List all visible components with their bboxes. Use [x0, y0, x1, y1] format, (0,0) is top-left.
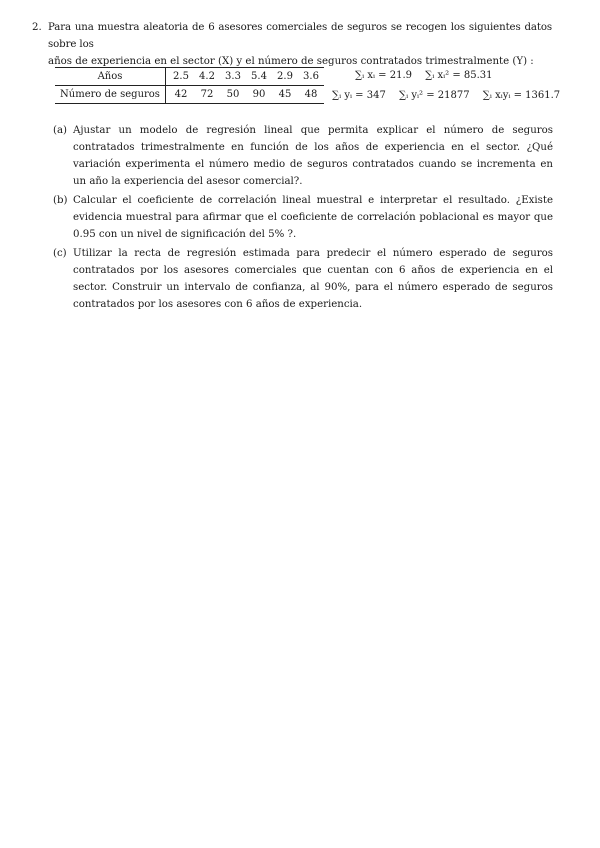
table-cell: 48	[298, 86, 324, 104]
problem-parts	[53, 122, 553, 315]
table-row-policies	[55, 86, 324, 104]
intro-line-2: años de experiencia en el sector (X) y el número de seguros contratados trimestralmente (Y) :	[48, 56, 534, 67]
problem-statement	[32, 19, 552, 70]
table-cell: 2.5	[166, 68, 195, 86]
table-cell: 72	[194, 86, 220, 104]
sums-row-x	[355, 70, 503, 81]
sum-y: ∑ᵢ yᵢ = 347	[332, 90, 386, 101]
part-text: Utilizar la recta de regresión estimada para predecir el número esperado de seguros contratados por los asesores comerciales que cuentan con 6 años de experiencia en el sector. Construir un intervalo de confianza, al 90%, para el número esperado de seguros contratados por los asesores con 6 años de experiencia.	[73, 248, 553, 310]
table-cell: 2.9	[272, 68, 298, 86]
sums-row-y	[332, 90, 570, 101]
table-row-years	[55, 68, 324, 86]
part-text: Calcular el coeficiente de correlación lineal muestral e interpretar el resultado. ¿Existe evidencia muestral para afirmar que el coeficiente de correlación poblacional es mayor que 0.95 con un nivel de significación del 5% ?.	[73, 195, 553, 240]
table-cell: 3.3	[220, 68, 246, 86]
table-cell: 90	[246, 86, 272, 104]
sum-x-squared: ∑ᵢ xᵢ² = 85.31	[425, 70, 493, 81]
table-cell: 45	[272, 86, 298, 104]
table-cell: 5.4	[246, 68, 272, 86]
table-cell: 50	[220, 86, 246, 104]
sum-xy: ∑ᵢ xᵢyᵢ = 1361.7	[482, 90, 561, 101]
part-text: Ajustar un modelo de regresión lineal que permita explicar el número de seguros contratados trimestralmente en función de los años de experiencia en el sector. ¿Qué variación experimenta el número medio de seguros contratados cuando se incrementa en un año la experiencia del asesor comercial?.	[73, 125, 553, 187]
part-c	[53, 245, 553, 313]
table-cell: 4.2	[194, 68, 220, 86]
table-cell: 42	[166, 86, 195, 104]
row-header-policies: Número de seguros	[55, 86, 166, 104]
part-label: (c)	[53, 248, 67, 259]
sum-y-squared: ∑ᵢ yᵢ² = 21877	[399, 90, 470, 101]
problem-number: 2.	[32, 22, 42, 33]
data-table	[55, 67, 324, 104]
intro-line-1: Para una muestra aleatoria de 6 asesores comerciales de seguros se recogen los siguientes datos sobre los	[48, 22, 552, 50]
table-cell: 3.6	[298, 68, 324, 86]
part-label: (b)	[53, 195, 68, 206]
problem-intro	[48, 19, 552, 70]
part-b	[53, 192, 553, 243]
part-label: (a)	[53, 125, 68, 136]
sum-x: ∑ᵢ xᵢ = 21.9	[355, 70, 412, 81]
row-header-years: Años	[55, 68, 166, 86]
part-a	[53, 122, 553, 190]
